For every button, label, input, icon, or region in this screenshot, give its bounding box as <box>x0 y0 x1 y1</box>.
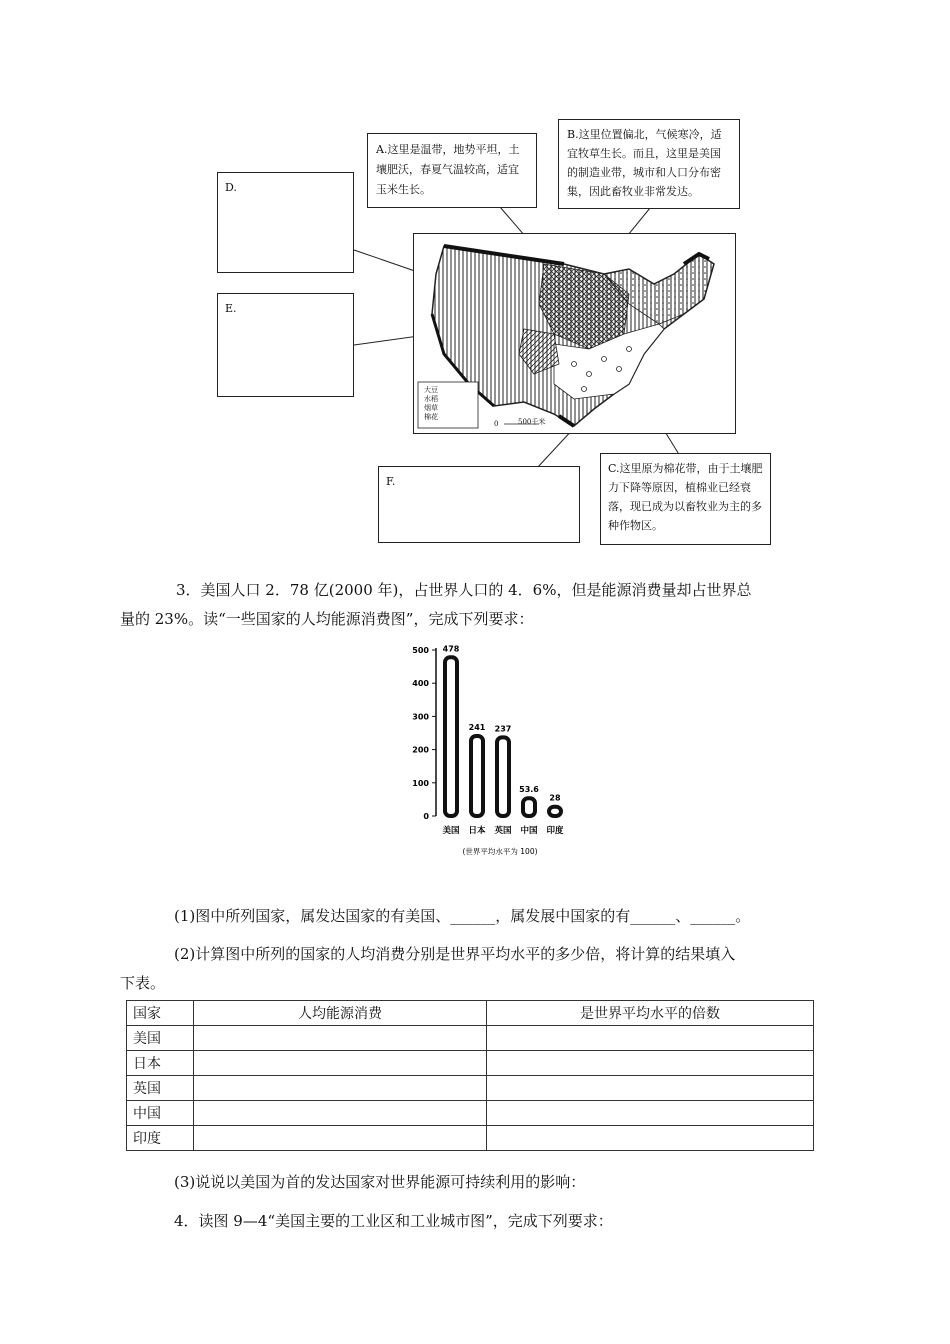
box-f: F. <box>378 466 580 543</box>
x-tick-label: 美国 <box>442 826 460 836</box>
box-b: B.这里位置偏北，气候寒冷，适宜牧草生长。而且，这里是美国的制造业带，城市和人口分布密集，因此畜牧业非常发达。 <box>558 119 740 209</box>
y-tick-label: 400 <box>412 679 429 689</box>
bar <box>445 657 457 816</box>
table-cell-country: 日本 <box>127 1051 194 1076</box>
legend-rice: 水稻 <box>424 395 438 403</box>
table-cell-blank[interactable] <box>194 1126 487 1151</box>
y-tick-label: 300 <box>412 712 429 722</box>
table-cell-blank[interactable] <box>487 1126 814 1151</box>
data-label: 241 <box>468 722 486 732</box>
table-row <box>127 1101 814 1126</box>
chart-note: (世界平均水平为 100) <box>462 847 538 856</box>
table-cell-blank[interactable] <box>487 1051 814 1076</box>
table-row <box>127 1051 814 1076</box>
table-cell-blank[interactable] <box>487 1076 814 1101</box>
table-cell-blank[interactable] <box>194 1026 487 1051</box>
table-cell-country: 印度 <box>127 1126 194 1151</box>
legend-cotton: 棉花 <box>424 413 438 421</box>
legend-soybean: 大豆 <box>424 386 438 394</box>
box-e: E. <box>217 293 354 397</box>
box-c: C.这里原为棉花带，由于土壤肥力下降等原因，植棉业已经衰落，现已成为以畜牧业为主的多种作物区。 <box>600 453 771 545</box>
table-cell-blank[interactable] <box>194 1101 487 1126</box>
q3-3-text: (3)说说以美国为首的发达国家对世界能源可持续利用的影响： <box>174 1173 586 1191</box>
box-d: D. <box>217 172 354 273</box>
table-header-row <box>127 1001 814 1026</box>
table-cell-blank[interactable] <box>194 1076 487 1101</box>
q4-text: 4．读图 9—4“美国主要的工业区和工业城市图”，完成下列要求： <box>174 1212 613 1230</box>
bar <box>549 807 561 816</box>
table-cell-blank[interactable] <box>487 1101 814 1126</box>
legend-tobacco: 烟草 <box>424 404 438 412</box>
bar <box>471 736 483 816</box>
table-header: 人均能源消费 <box>194 1001 487 1026</box>
x-tick-label: 英国 <box>494 826 512 836</box>
y-tick-label: 200 <box>412 745 429 755</box>
data-label: 237 <box>494 724 512 734</box>
q3-1-text: (1)图中所列国家，属发达国家的有美国、______，属发展中国家的有______、______。 <box>174 907 751 925</box>
data-label: 53.6 <box>519 785 539 795</box>
box-a: A.这里是温带，地势平坦，土壤肥沃，春夏气温较高，适宜玉米生长。 <box>367 133 537 208</box>
bar <box>523 798 535 816</box>
energy-consumption-chart <box>400 640 600 865</box>
table-cell-country: 英国 <box>127 1076 194 1101</box>
y-tick-label: 0 <box>423 812 429 821</box>
x-tick-label: 印度 <box>546 826 564 836</box>
q3-2-text: (2)计算图中所列的国家的人均消费分别是世界平均水平的多少倍，将计算的结果填入 下表。 <box>120 945 736 992</box>
us-map-drawing <box>414 234 734 432</box>
table-row <box>127 1026 814 1051</box>
us-agriculture-map <box>413 233 736 434</box>
bar <box>497 737 509 816</box>
table-row <box>127 1076 814 1101</box>
data-label: 478 <box>442 644 460 654</box>
ratio-table <box>126 1000 814 1151</box>
q3-text: 3．美国人口 2．78 亿(2000 年)，占世界人口的 4．6%，但是能源消费量却占世界总 量的 23%。读“一些国家的人均能源消费图”，完成下列要求： <box>120 581 752 628</box>
table-cell-country: 美国 <box>127 1026 194 1051</box>
table-header: 国家 <box>127 1001 194 1026</box>
data-label: 28 <box>549 793 561 803</box>
y-tick-label: 500 <box>412 646 429 655</box>
table-header: 是世界平均水平的倍数 <box>487 1001 814 1026</box>
scale-zero: 0 <box>494 420 499 428</box>
x-tick-label: 日本 <box>468 826 486 836</box>
x-tick-label: 中国 <box>520 826 538 836</box>
table-cell-country: 中国 <box>127 1101 194 1126</box>
scale-distance: 500千米 <box>518 418 546 426</box>
table-cell-blank[interactable] <box>487 1026 814 1051</box>
y-tick-label: 100 <box>412 778 429 788</box>
table-row <box>127 1126 814 1151</box>
table-cell-blank[interactable] <box>194 1051 487 1076</box>
